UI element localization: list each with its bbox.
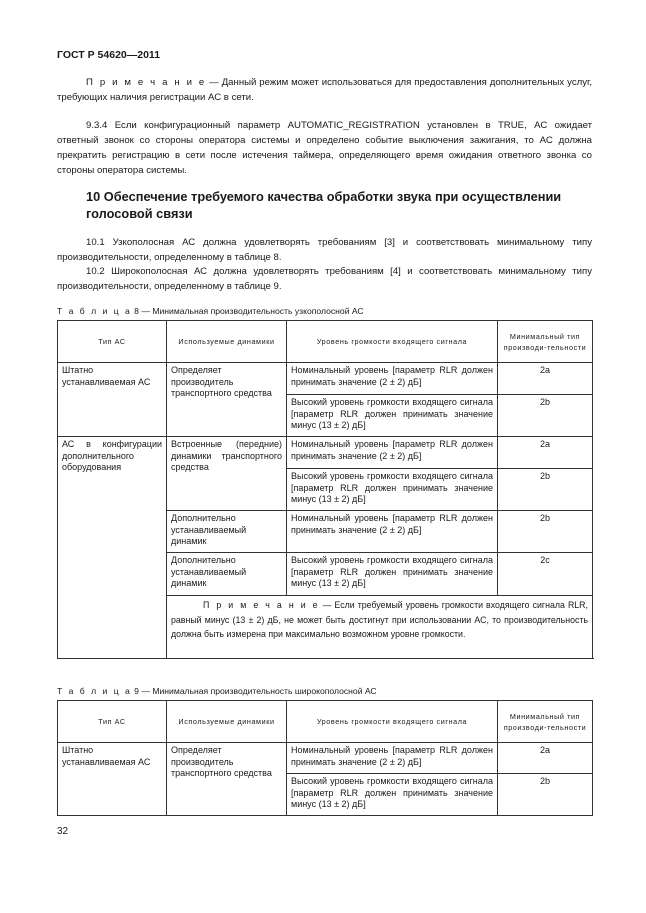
header-cell: Уровень громкости входящего сигнала <box>287 701 498 743</box>
note-label: П р и м е ч а н и е <box>86 77 207 88</box>
paragraph-10-2: 10.2 Широкополосная АС должна удовлетворять требованиям [4] и соответствовать минимальному типу производительности, определенному в таблице 9. <box>57 266 592 292</box>
header-cell: Тип АС <box>58 321 167 363</box>
perf-cell: 2a <box>498 437 593 469</box>
table-8-caption <box>57 306 364 316</box>
level-cell: Номинальный уровень [параметр RLR должен принимать значение (2 ± 2) дБ] <box>287 363 498 395</box>
table-9-caption <box>57 686 377 696</box>
speaker-cell: Встроенные (передние) динамики транспортного средства <box>167 437 287 511</box>
table-note-label: П р и м е ч а н и е <box>203 600 320 610</box>
perf-cell: 2c <box>498 553 593 596</box>
level-cell: Высокий уровень громкости входящего сигнала [параметр RLR должен принимать значение минус (13 ± 2) дБ] <box>287 395 498 437</box>
table-9-caption-label: Т а б л и ц а <box>57 686 132 696</box>
table-header-row <box>58 321 593 363</box>
page-number: 32 <box>57 826 69 837</box>
note-paragraph <box>57 75 592 105</box>
header-cell: Минимальный тип производи-тельности <box>498 321 593 363</box>
header-cell: Уровень громкости входящего сигнала <box>287 321 498 363</box>
type-cell: Штатно устанавливаемая АС <box>58 363 167 437</box>
level-cell: Номинальный уровень [параметр RLR должен принимать значение (2 ± 2) дБ] <box>287 511 498 553</box>
header-cell: Тип АС <box>58 701 167 743</box>
table-row <box>58 363 593 395</box>
level-cell: Номинальный уровень [параметр RLR должен принимать значение (2 ± 2) дБ] <box>287 743 498 774</box>
speaker-cell: Определяет производитель транспортного средства <box>167 363 287 437</box>
perf-cell: 2b <box>498 511 593 553</box>
table-9 <box>57 700 593 816</box>
speaker-cell: Определяет производитель транспортного средства <box>167 743 287 816</box>
header-cell: Используемые динамики <box>167 321 287 363</box>
table-8-caption-label: Т а б л и ц а <box>57 306 132 316</box>
header-cell: Минимальный тип производи-тельности <box>498 701 593 743</box>
table-row <box>58 437 593 469</box>
level-cell: Высокий уровень громкости входящего сигнала [параметр RLR должен принимать значение минус (13 ± 2) дБ] <box>287 469 498 511</box>
level-cell: Высокий уровень громкости входящего сигнала [параметр RLR должен принимать значение минус (13 ± 2) дБ] <box>287 774 498 816</box>
level-cell: Высокий уровень громкости входящего сигнала [параметр RLR должен принимать значение минус (13 ± 2) дБ] <box>287 553 498 596</box>
table-row <box>58 743 593 774</box>
document-header: ГОСТ Р 54620—2011 <box>57 49 161 61</box>
table-8 <box>57 320 593 659</box>
perf-cell: 2b <box>498 395 593 437</box>
table-note-text: — Если требуемый уровень громкости входящего сигнала RLR, равный минус (13 ± 2) дБ, не может быть достигнут при использовании АС, то производительность должна быть измерена при максимально возможном уровне громкости. <box>171 600 588 639</box>
perf-cell: 2b <box>498 469 593 511</box>
perf-cell: 2a <box>498 363 593 395</box>
table-header-row <box>58 701 593 743</box>
type-cell: АС в конфигурации дополнительного оборудования <box>58 437 167 659</box>
speaker-cell: Дополнительно устанавливаемый динамик <box>167 511 287 553</box>
perf-cell: 2b <box>498 774 593 816</box>
level-cell: Номинальный уровень [параметр RLR должен принимать значение (2 ± 2) дБ] <box>287 437 498 469</box>
table-8-note <box>167 596 593 659</box>
perf-cell: 2a <box>498 743 593 774</box>
speaker-cell: Дополнительно устанавливаемый динамик <box>167 553 287 596</box>
paragraph-9-3-4: 9.3.4 Если конфигурационный параметр AUTOMATIC_REGISTRATION установлен в TRUE, АС ожидает ответный звонок со стороны оператора системы и определено событие выключения зажигания, то АС должна прекратить регистрацию в сети после истечения таймера, определяющего время ожидания ответного звонка со стороны оператора системы. <box>57 120 592 176</box>
header-cell: Используемые динамики <box>167 701 287 743</box>
note-text: — Данный режим может использоваться для предоставления дополнительных услуг, требующих наличия регистрации АС в сети. <box>57 77 592 103</box>
type-cell: Штатно устанавливаемая АС <box>58 743 167 816</box>
table-8-caption-text: 8 — Минимальная производительность узкополосной АС <box>131 306 364 316</box>
section-10-heading: 10 Обеспечение требуемого качества обработки звука при осуществлении голосовой связи <box>86 189 562 221</box>
paragraph-10-1: 10.1 Узкополосная АС должна удовлетворять требованиям [3] и соответствовать минимальному типу производительности, определенному в таблице 8. <box>57 237 592 263</box>
table-9-caption-text: 9 — Минимальная производительность широкополосной АС <box>131 686 377 696</box>
